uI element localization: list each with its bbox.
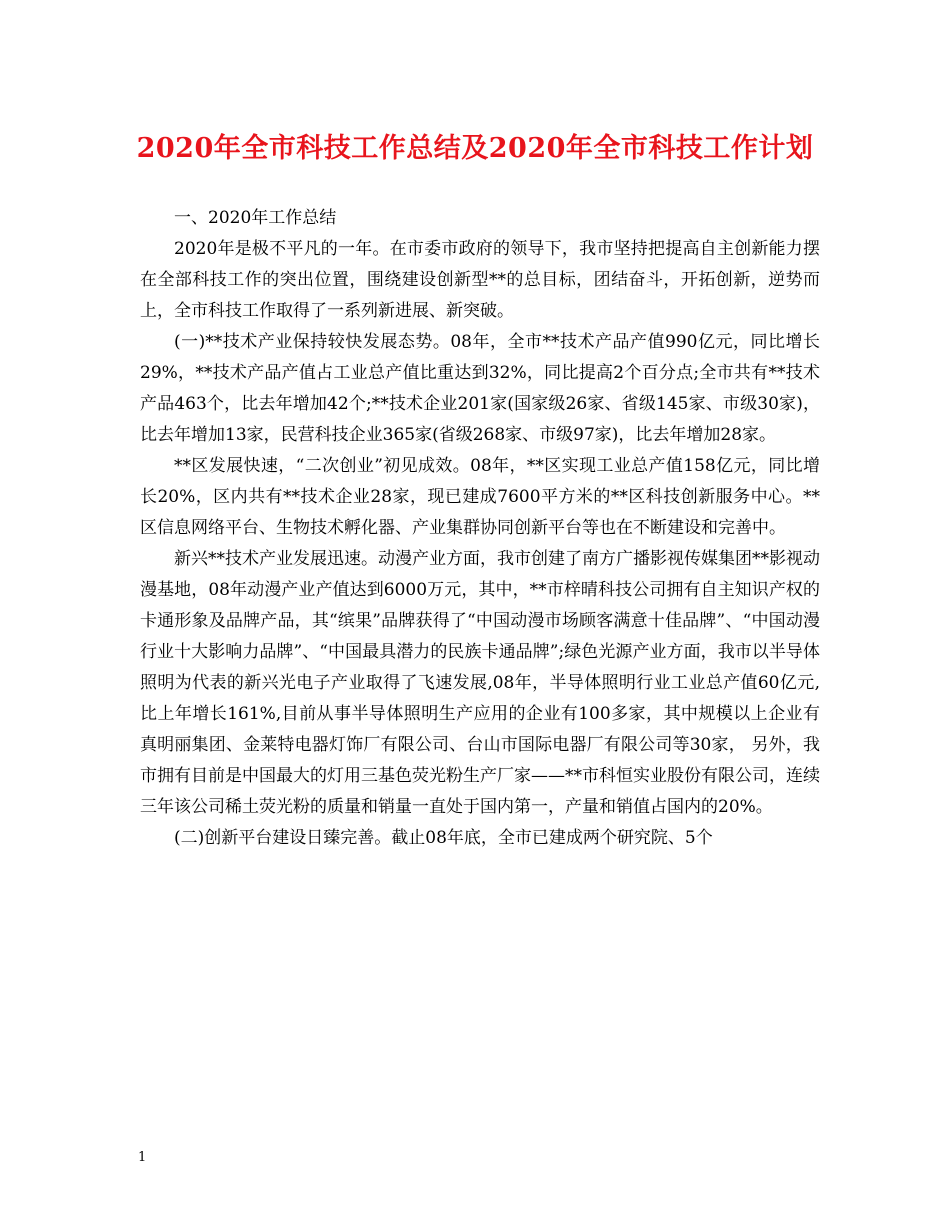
section-heading: 一、2020年工作总结 <box>174 208 337 228</box>
paragraph: (一)**技术产业保持较快发展态势。08年，全市**技术产品产值990亿元，同比增长29%，**技术产品产值占工业总产值比重达到32%，同比提高2个百分点;全市共有**技术产品463个，比去年增加42个;**技术企业201家(国家级26家、省级145家、市级30家)，比去年增加13家，民营科技企业365家(省级268家、市级97家)，比去年增加28家。 <box>140 332 820 445</box>
document-title: 2020年全市科技工作总结及2020年全市科技工作计划 <box>136 133 814 164</box>
paragraph: (二)创新平台建设日臻完善。截止08年底，全市已建成两个研究院、5个 <box>174 828 713 848</box>
page-number: 1 <box>138 1150 147 1165</box>
paragraph: 新兴**技术产业发展迅速。动漫产业方面，我市创建了南方广播影视传媒集团**影视动漫基地，08年动漫产业产值达到6000万元，其中，**市梓晴科技公司拥有自主知识产权的卡通形象及品牌产品，其“缤果”品牌获得了“中国动漫市场顾客满意十佳品牌”、“中国动漫行业十大影响力品牌”、“中国最具潜力的民族卡通品牌”;绿色光源产业方面，我市以半导体照明为代表的新兴光电子产业取得了飞速发展,08年，半导体照明行业工业总产值60亿元,比上年增长161%,目前从事半导体照明生产应用的企业有100多家，其中规模以上企业有真明丽集团、金莱特电器灯饰厂有限公司、台山市国际电器厂有限公司等30家， 另外，我市拥有目前是中国最大的灯用三基色荧光粉生产厂家——**市科恒实业股份有限公司，连续三年该公司稀土荧光粉的质量和销量一直处于国内第一，产量和销值占国内的20%。 <box>140 549 820 817</box>
paragraph: **区发展快速，“二次创业”初见成效。08年，**区实现工业总产值158亿元，同比增长20%，区内共有**技术企业28家，现已建成7600平方米的**区科技创新服务中心。**区信息网络平台、生物技术孵化器、产业集群协同创新平台等也在不断建设和完善中。 <box>140 456 820 538</box>
document-body <box>140 203 820 854</box>
paragraph: 2020年是极不平凡的一年。在市委市政府的领导下，我市坚持把提高自主创新能力摆在全部科技工作的突出位置，围绕建设创新型**的总目标，团结奋斗，开拓创新，逆势而上，全市科技工作取得了一系列新进展、新突破。 <box>140 239 820 321</box>
